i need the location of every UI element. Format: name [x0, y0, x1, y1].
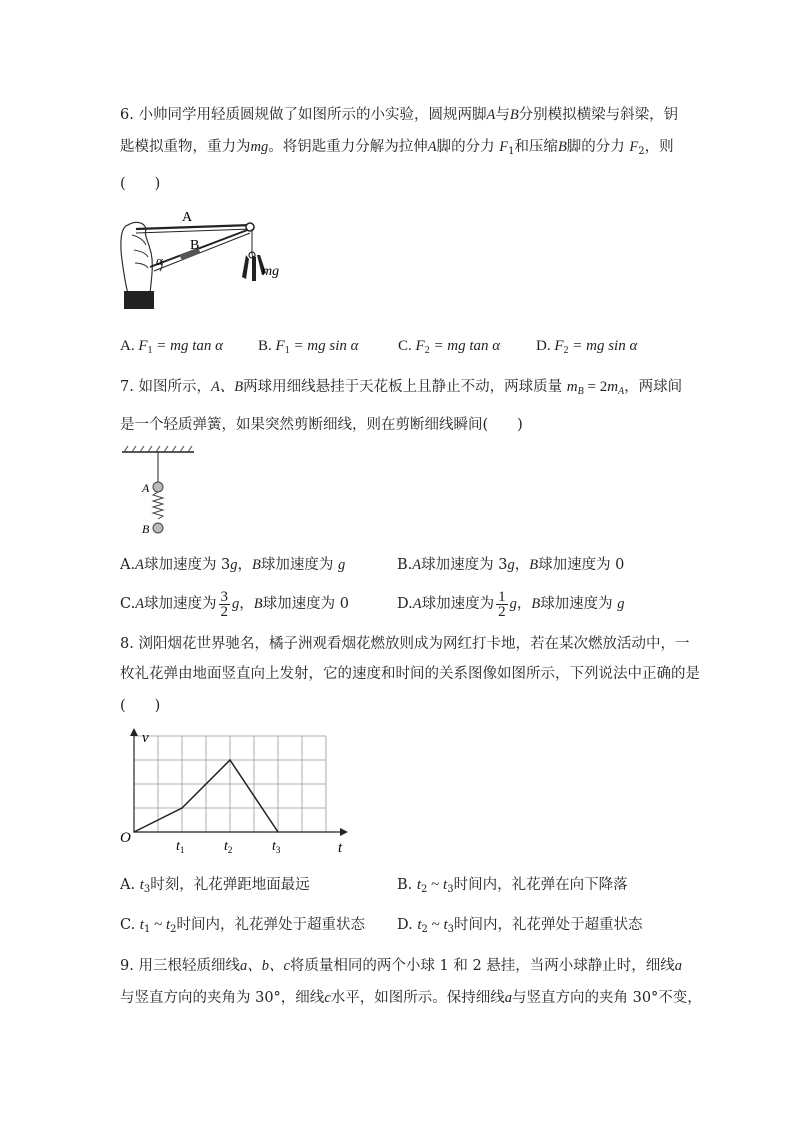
x-axis-arrow: [340, 828, 348, 836]
x-axis-label: t: [338, 840, 343, 856]
fig-label-A: A: [182, 210, 193, 225]
q6-compass-figure: [110, 205, 300, 315]
q6-option-B[interactable]: B. $F_1$ = mg sin α: [258, 338, 359, 356]
ball-B: [153, 523, 163, 533]
q7-option-A[interactable]: A.A球加速度为 3g，B球加速度为 g: [120, 557, 346, 573]
x-tick-label-t3: $t_3$: [272, 839, 281, 855]
q9-stem-line2: 与竖直方向的夹角为 30°，细线c水平，如图所示。保持细线a与竖直方向的夹角 30°不变，: [120, 990, 702, 1006]
spring: [153, 492, 163, 519]
leg-A: [136, 225, 252, 229]
data-point-t1: [181, 807, 183, 809]
y-axis-arrow: [130, 728, 138, 736]
q6-option-A[interactable]: A. $F_1$ = mg tan α: [120, 338, 224, 356]
x-tick-label-t2: $t_2$: [224, 839, 233, 855]
q7-stem-line1: 7. 如图所示，A、B两球用细线悬挂于天花板上且静止不动，两球质量 $m_B = 2m_A$，两球间: [120, 379, 683, 397]
fig-label-alpha: α: [156, 253, 163, 268]
q8-stem-line1: 8. 浏阳烟花世界驰名，橘子洲观看烟花燃放则成为网红打卡地，若在某次燃放活动中，一: [120, 636, 690, 652]
fraction-3-2: $\frac{3}{2}$: [220, 588, 229, 620]
origin-label: O: [120, 830, 131, 846]
data-point-0: [133, 831, 135, 833]
q7-stem-line2: 是一个轻质弹簧，如果突然剪断细线，则在剪断细线瞬间( ): [120, 417, 523, 433]
fig-label-A: A: [142, 481, 150, 495]
leg-B: [150, 229, 250, 267]
y-axis-label: v: [142, 730, 149, 746]
data-point-t3: [277, 831, 279, 833]
q7-option-D[interactable]: D.A球加速度为 $\frac{1}{2}$ g，B球加速度为 g: [397, 588, 625, 620]
fig-label-B: B: [190, 238, 200, 253]
q8-option-B[interactable]: B. $t_2$ ~ $t_3$时间内，礼花弹在向下降落: [397, 877, 628, 895]
fraction-1-2: $\frac{1}{2}$: [498, 588, 506, 620]
x-tick-label-t1: $t_1$: [176, 839, 185, 855]
q7-spring-figure: [118, 446, 208, 538]
q8-option-C[interactable]: C. $t_1$ ~ $t_2$时间内，礼花弹处于超重状态: [120, 917, 366, 935]
q8-stem-line2: 枚礼花弹由地面竖直向上发射，它的速度和时间的关系图像如图所示，下列说法中正确的是: [120, 666, 700, 682]
q8-answer-paren: ( ): [120, 698, 161, 714]
q7-option-B[interactable]: B.A球加速度为 3g，B球加速度为 0: [397, 557, 625, 573]
data-point-t2: [229, 759, 231, 761]
ball-A: [153, 482, 163, 492]
q7-option-C[interactable]: C.A球加速度为 $\frac{3}{2}$ g，B球加速度为 0: [120, 588, 349, 620]
q8-option-A[interactable]: A. $t_3$时刻，礼花弹距地面最远: [120, 877, 310, 895]
fig-label-mg: mg: [262, 264, 280, 279]
fig-label-B: B: [142, 522, 150, 536]
sleeve: [124, 291, 154, 309]
q9-stem-line1: 9. 用三根轻质细线a、b、c将质量相同的两个小球 1 和 2 悬挂，当两小球静止时，细线a: [120, 958, 683, 974]
q8-option-D[interactable]: D. $t_2$ ~ $t_3$时间内，礼花弹处于超重状态: [397, 917, 643, 935]
ceiling-hatch: [124, 446, 192, 452]
q6-answer-paren: ( ): [120, 176, 161, 192]
q6-stem-line1: 6. 小帅同学用轻质圆规做了如图所示的小实验，圆规两脚A与B分别模拟横梁与斜梁，钥: [120, 107, 679, 123]
q6-option-C[interactable]: C. $F_2$ = mg tan α: [398, 338, 501, 356]
q6-stem-line2: 匙模拟重物，重力为mg。将钥匙重力分解为拉伸A脚的分力 $F_1$和压缩B脚的分力 $F_2$，则: [120, 139, 674, 157]
q8-vt-chart: [118, 728, 358, 856]
q6-option-D[interactable]: D. $F_2$ = mg sin α: [536, 338, 638, 356]
